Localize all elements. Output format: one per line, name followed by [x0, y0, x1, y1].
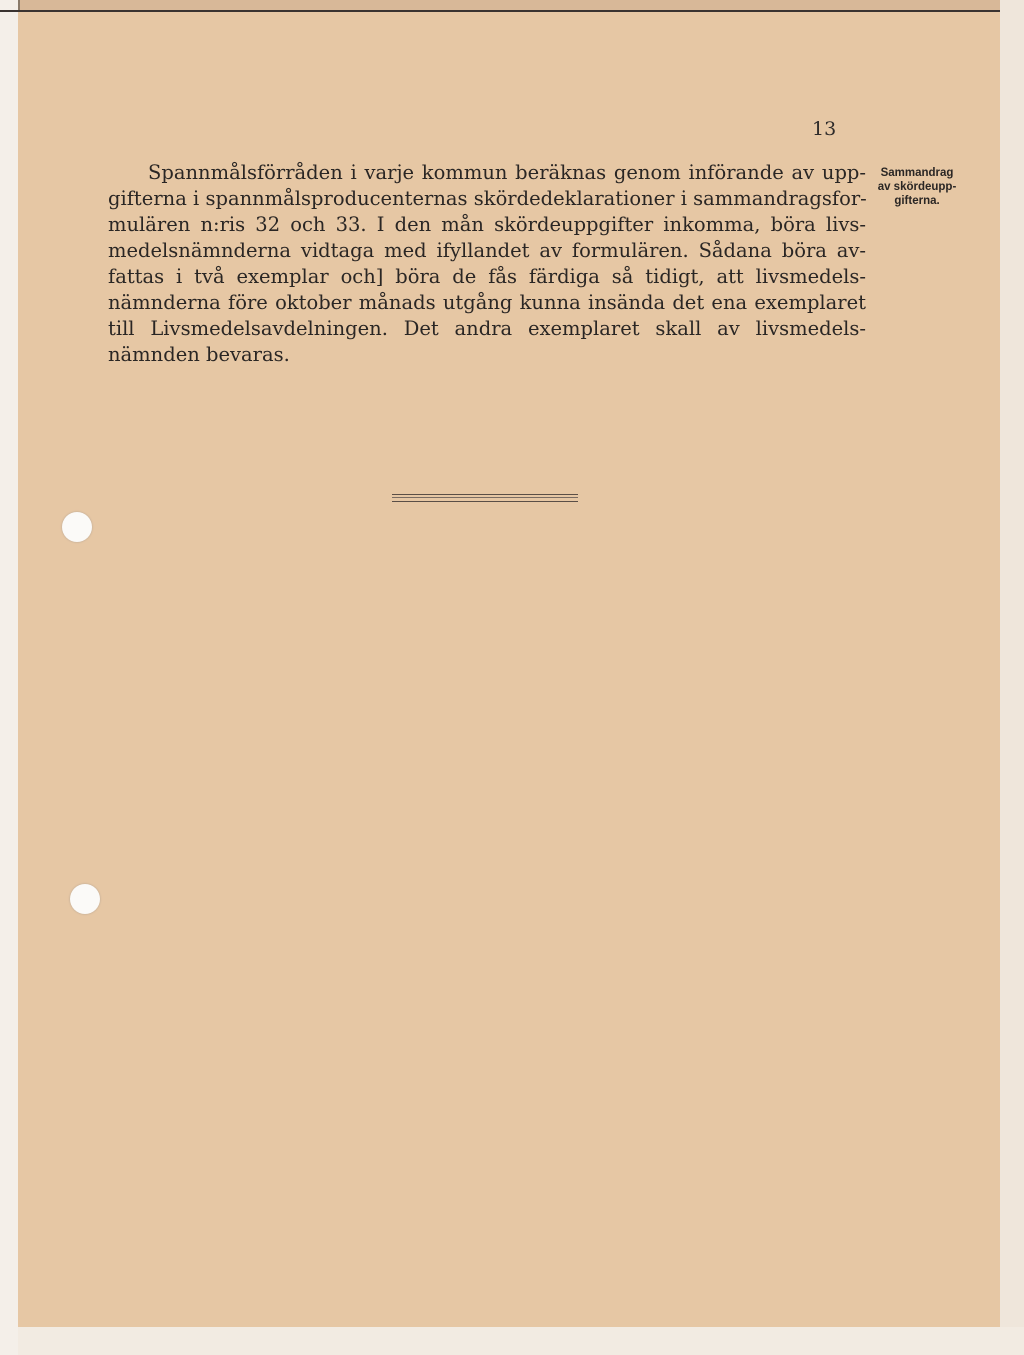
- margin-note-line: av skördeupp-: [877, 181, 957, 193]
- body-line: nämnderna före oktober månads utgång kunna insända det ena exemplaret: [108, 291, 866, 314]
- body-line: fattas i två exemplar och] böra de fås färdiga så tidigt, att livsmedels-: [108, 265, 866, 288]
- body-line: till Livsmedelsavdelningen. Det andra exemplaret skall av livsmedels-: [108, 317, 866, 340]
- body-paragraph: [108, 160, 866, 368]
- body-line: mulären n:ris 32 och 33. I den mån skördeuppgifter inkomma, böra livs-: [108, 213, 866, 236]
- paper-right-edge: [1000, 0, 1024, 1355]
- section-divider: [392, 494, 578, 502]
- punch-hole-top: [62, 512, 92, 542]
- paper-bottom-edge: [18, 1327, 1024, 1355]
- body-line: gifterna i spannmålsproducenternas skördedeklarationer i sammandragsfor-: [108, 187, 867, 210]
- margin-note-line: gifterna.: [894, 195, 940, 207]
- body-line: Spannmålsförråden i varje kommun beräknas genom införande av upp-: [148, 161, 866, 184]
- top-edge-rule: [0, 10, 1000, 12]
- body-line: medelsnämnderna vidtaga med ifyllandet av formulären. Sådana böra av-: [108, 239, 866, 262]
- paper-left-edge: [0, 0, 20, 1355]
- page-number: 13: [812, 118, 837, 140]
- margin-note: [872, 166, 962, 208]
- body-line: nämnden bevaras.: [108, 343, 290, 366]
- margin-note-line: Sammandrag: [880, 167, 954, 179]
- punch-hole-bottom: [70, 884, 100, 914]
